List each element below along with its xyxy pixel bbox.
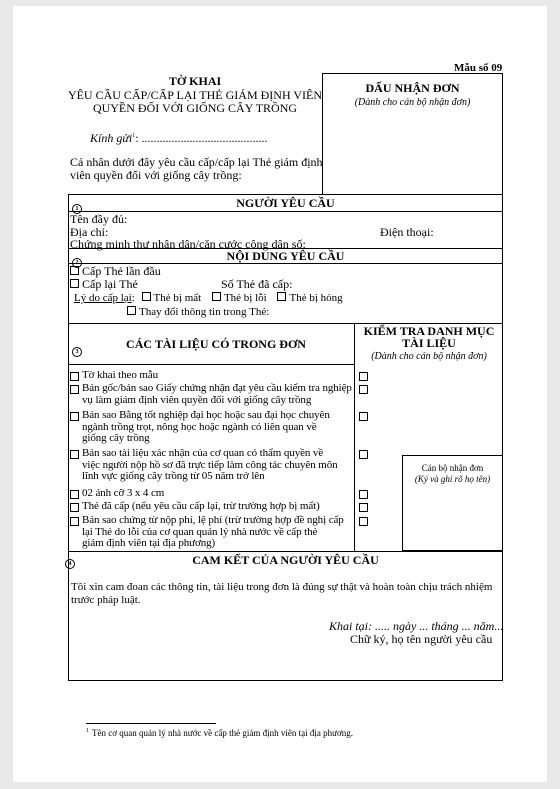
verification-checkbox[interactable] <box>359 503 368 512</box>
commitment-line-1: Tôi xin cam đoan các thông tin, tài liệu trong đơn là đúng sự thật và hoàn toàn chịu trách nhiệm <box>71 581 493 593</box>
document-checkbox[interactable] <box>70 450 79 459</box>
addressee-footnote-ref: 1 <box>132 133 136 139</box>
receipt-stamp-box[interactable] <box>322 73 503 195</box>
lost-option[interactable]: Thẻ bị mất <box>142 292 202 304</box>
form-title: TỜ KHAI <box>168 74 222 88</box>
defective-checkbox[interactable] <box>212 292 221 301</box>
document-checkbox[interactable] <box>70 490 79 499</box>
addressee-line <box>90 130 268 145</box>
id-card-field[interactable]: Chứng minh thư nhân dân/căn cước công dân số: <box>70 237 306 251</box>
check-list-title-2: TÀI LIỆU <box>402 336 456 350</box>
document-item-text: giám định viên tại địa phương) <box>82 537 216 549</box>
section2-number: 2 <box>72 251 82 269</box>
commitment-line-2: trước pháp luật. <box>71 594 141 606</box>
section4-number: 4 <box>65 552 75 570</box>
document-item-text: giống cây trồng <box>82 432 150 444</box>
document-item-text: việc người nộp hồ sơ đã trực tiếp làm công tác chuyên môn <box>82 458 338 471</box>
issued-card-number-field[interactable]: Số Thẻ đã cấp: <box>221 277 293 291</box>
receipt-stamp-title: DẤU NHẬN ĐƠN <box>365 81 460 95</box>
receipt-stamp-note: (Dành cho cán bộ nhận đơn) <box>354 97 471 108</box>
lost-checkbox[interactable] <box>142 292 151 301</box>
first-issue-checkbox[interactable] <box>70 266 79 275</box>
document-checkbox[interactable] <box>70 412 79 421</box>
section2-title: NỘI DUNG YÊU CẦU <box>226 249 345 263</box>
document-item-text: Bản gốc/bản sao Giấy chứng nhận đạt yêu cầu kiểm tra nghiệp <box>82 382 352 394</box>
addressee-label: Kính gửi <box>90 131 133 145</box>
footnote-marker: 1 <box>86 728 89 734</box>
info-change-checkbox[interactable] <box>127 306 136 315</box>
verification-checkbox[interactable] <box>359 517 368 526</box>
addressee-blank[interactable]: : .......................................... <box>135 131 268 145</box>
address-field[interactable]: Địa chỉ: <box>70 225 109 239</box>
document-item-text: vụ làm giám định viên quyền đối với giống cây trồng <box>82 393 312 406</box>
document-item-text: Thẻ đã cấp (nếu yêu cầu cấp lại, trừ trường hợp bị mất) <box>82 500 320 512</box>
first-issue-option[interactable]: Cấp Thẻ lần đầu <box>70 265 161 278</box>
info-change-option[interactable]: Thay đổi thông tin trong Thẻ: <box>127 306 269 318</box>
phone-field[interactable]: Điện thoại: <box>380 225 434 239</box>
document-item-text: 02 ảnh cỡ 3 x 4 cm <box>82 487 165 499</box>
check-list-note: (Dành cho cán bộ nhận đơn) <box>371 351 487 362</box>
verification-checkbox[interactable] <box>359 450 368 459</box>
intro-line-1: Cá nhân dưới đây yêu cầu cấp/cấp lại Thẻ giám định <box>70 155 323 169</box>
reason-line: Lý do cấp lại: Thẻ bị mất Thẻ bị lỗi Thẻ bị hỏng <box>74 292 343 304</box>
reason-label: Lý do cấp lại <box>74 292 132 304</box>
footnote-separator <box>86 723 216 724</box>
form-subtitle-2: QUYỀN ĐỐI VỚI GIỐNG CÂY TRỒNG <box>92 101 298 115</box>
officer-signature-box[interactable] <box>402 455 503 551</box>
section3-title: CÁC TÀI LIỆU CÓ TRONG ĐƠN <box>126 337 306 351</box>
damaged-checkbox[interactable] <box>277 292 286 301</box>
section3-title-divider <box>68 364 354 365</box>
section3-number: 3 <box>72 340 82 358</box>
damaged-option[interactable]: Thẻ bị hỏng <box>277 292 342 304</box>
form-page <box>13 6 547 782</box>
section1-number: 1 <box>72 197 82 215</box>
document-checkbox[interactable] <box>70 385 79 394</box>
officer-label: Cán bộ nhận đơn <box>421 463 484 473</box>
declaration-date-line[interactable]: Khai tại: ..... ngày ... tháng ... năm... <box>329 619 504 633</box>
reissue-checkbox[interactable] <box>70 279 79 288</box>
document-item-text: Bản sao tài liệu xác nhận của cơ quan có thẩm quyền về <box>82 447 324 459</box>
footnote <box>86 726 353 738</box>
full-name-field[interactable]: Tên đầy đủ: <box>70 212 128 226</box>
document-item-text: lĩnh vực giống cây trồng từ 05 năm trở lên <box>82 470 265 482</box>
signature-label[interactable]: Chữ ký, họ tên người yêu cầu <box>350 632 493 646</box>
section1-title-divider <box>68 211 503 212</box>
document-item-text: Tờ khai theo mẫu <box>82 369 159 381</box>
document-item-text: Bản sao Bằng tốt nghiệp đại học hoặc sau đại học chuyên <box>82 409 330 421</box>
intro-line-2: viên quyền đối với giống cây trồng: <box>70 168 242 182</box>
verification-checkbox[interactable] <box>359 412 368 421</box>
defective-option[interactable]: Thẻ bị lỗi <box>212 292 267 304</box>
section4-title: CAM KẾT CỦA NGƯỜI YÊU CẦU <box>192 553 379 567</box>
document-checkbox[interactable] <box>70 503 79 512</box>
document-item-text: ngành trồng trọt, nông học hoặc ngành có liên quan về <box>82 420 317 433</box>
document-checkbox[interactable] <box>70 517 79 526</box>
section4-divider <box>68 551 503 552</box>
footnote-text: Tên cơ quan quản lý nhà nước về cấp thẻ giám định viên tại địa phương. <box>92 728 353 738</box>
verification-checkbox[interactable] <box>359 490 368 499</box>
section1-title: NGƯỜI YÊU CẦU <box>236 196 335 210</box>
document-item-text: Bản sao chứng từ nộp phí, lệ phí (trừ trường hợp đề nghị cấp <box>82 514 344 526</box>
form-subtitle-1: YÊU CẦU CẤP/CẤP LẠI THẺ GIÁM ĐỊNH VIÊN <box>67 88 323 102</box>
check-list-title-1: KIỂM TRA DANH MỤC <box>363 324 495 338</box>
document-checkbox[interactable] <box>70 372 79 381</box>
verification-checkbox[interactable] <box>359 385 368 394</box>
officer-note: (Ký và ghi rõ họ tên) <box>414 474 491 484</box>
form-number: Mẫu số 09 <box>454 62 503 74</box>
document-item-text: lại Thẻ do lỗi của cơ quan quản lý nhà nước về cấp thẻ <box>82 525 318 538</box>
verification-checkbox[interactable] <box>359 372 368 381</box>
reissue-option[interactable]: Cấp lại Thẻ <box>70 278 138 291</box>
